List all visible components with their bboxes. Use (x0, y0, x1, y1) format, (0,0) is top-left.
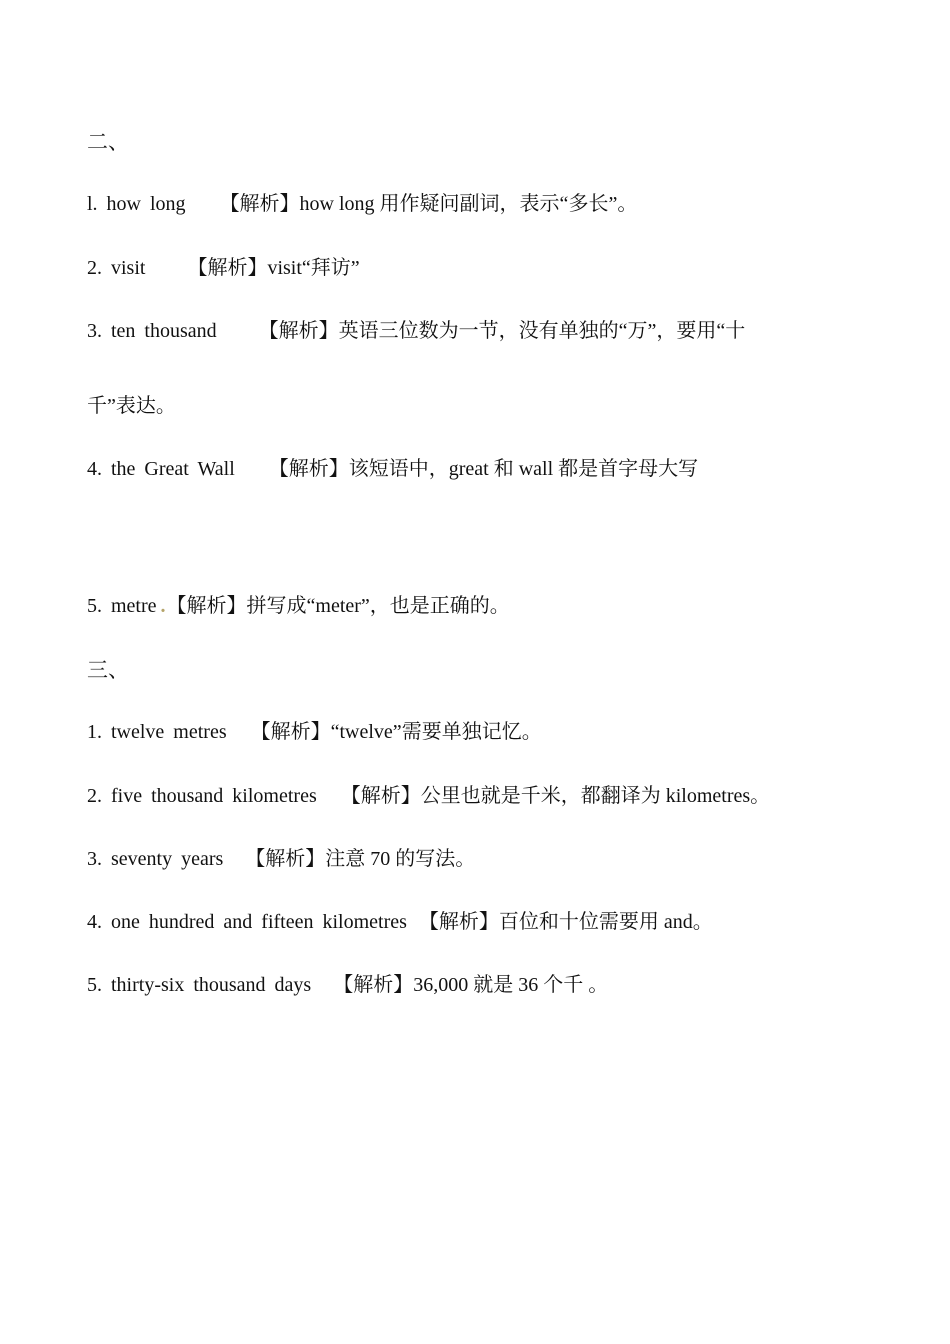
explanation-text: 【解析】36,000 就是 36 个千 。 (333, 974, 609, 996)
section-heading-2: 二、 (87, 130, 129, 154)
explanation-text: 【解析】百位和十位需要用 and。 (418, 911, 713, 933)
explanation-text: 【解析】how long 用作疑问副词，表示“多长”。 (219, 193, 638, 215)
answer-text: 3. seventy years (87, 848, 224, 870)
answer-text: 4. one hundred and fifteen kilometres (87, 911, 407, 933)
list-item (87, 592, 510, 620)
answer-text: 2. visit (87, 257, 146, 279)
answer-text: l. how long (87, 193, 186, 215)
list-item (87, 190, 637, 218)
explanation-text: 千”表达。 (87, 395, 176, 417)
list-item (87, 782, 770, 810)
explanation-text: 【解析】公里也就是千米，都翻译为 kilometres。 (340, 785, 771, 807)
explanation-text: 【解析】拼写成“meter”，也是正确的。 (166, 595, 510, 617)
list-item (87, 455, 698, 483)
answer-text: 5. thirty-six thousand days (87, 974, 312, 996)
answer-text: 5. metre (87, 595, 157, 617)
explanation-text: 【解析】英语三位数为一节，没有单独的“万”，要用“十 (258, 320, 746, 342)
list-item-continuation (87, 392, 176, 420)
answer-text: 4. the Great Wall (87, 458, 235, 480)
explanation-text: 【解析】注意 70 的写法。 (245, 848, 476, 870)
explanation-text: 【解析】该短语中，great 和 wall 都是首字母大写 (268, 458, 699, 480)
explanation-text: 【解析】“twelve”需要单独记忆。 (250, 721, 542, 743)
list-item (87, 317, 745, 345)
answer-text: 3. ten thousand (87, 320, 217, 342)
list-item (87, 971, 608, 999)
answer-text: 1. twelve metres (87, 721, 227, 743)
explanation-text: 【解析】visit“拜访” (187, 257, 360, 279)
dot-mark: . (160, 595, 166, 617)
list-item (87, 908, 713, 936)
section-heading-3: 三、 (87, 658, 129, 682)
list-item (87, 254, 360, 282)
answer-text: 2. five thousand kilometres (87, 785, 317, 807)
list-item (87, 845, 475, 873)
list-item (87, 718, 542, 746)
